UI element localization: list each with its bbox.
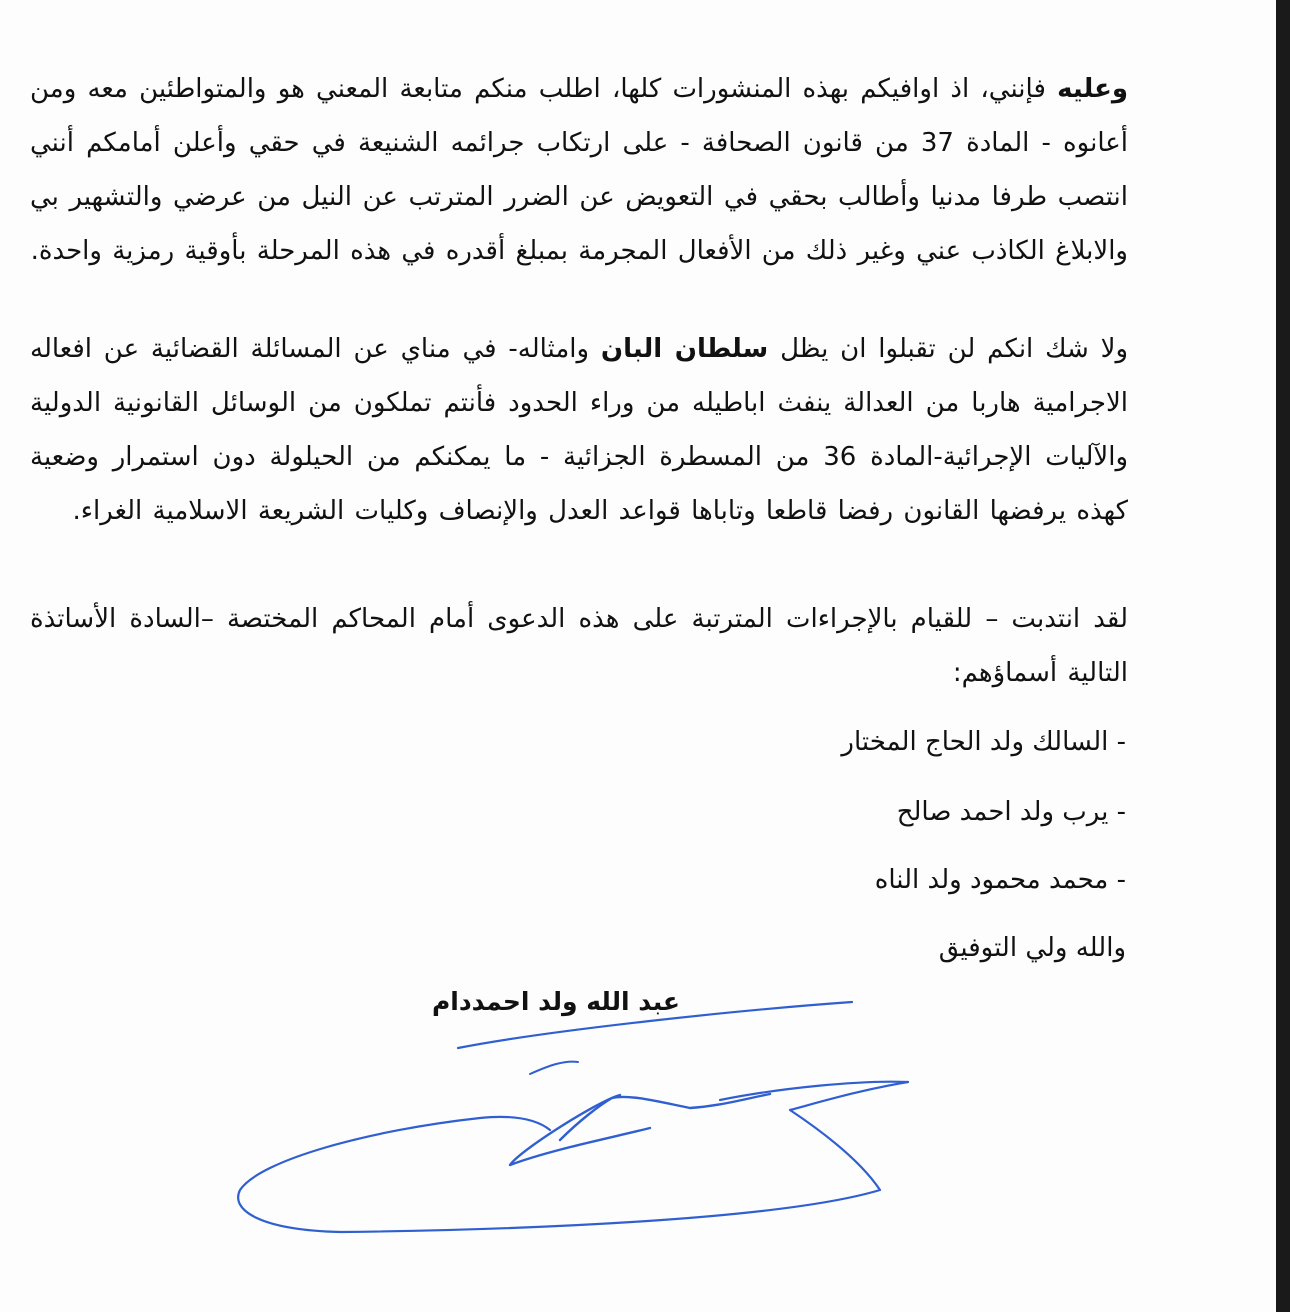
paragraph-accused <box>30 322 1128 538</box>
lawyer-list-item: - محمد محمود ولد الناه <box>874 865 1126 895</box>
accused-name: سلطان البان <box>600 334 769 364</box>
paragraph-claim <box>30 62 1128 278</box>
signature-stroke <box>720 1082 908 1100</box>
signature-stroke <box>458 1002 852 1048</box>
signature-stroke <box>530 1062 578 1074</box>
lawyer-list-item: - السالك ولد الحاج المختار <box>841 727 1126 757</box>
paragraph-mandate <box>30 592 1128 700</box>
signature-stroke <box>560 1094 770 1140</box>
signature-stroke <box>238 1082 908 1232</box>
closing-line: والله ولي التوفيق <box>938 933 1126 963</box>
paragraph-claim-lead: وعليه <box>1057 74 1128 104</box>
handwritten-signature <box>220 990 940 1240</box>
signer-name: عبد الله ولد احمددام <box>431 987 680 1016</box>
lawyer-list-item: - يرب ولد احمد صالح <box>896 797 1126 827</box>
paragraph-accused-before: ولا شك انكم لن تقبلوا ان يظل <box>768 334 1129 364</box>
paragraph-claim-text: فإنني، اذ اوافيكم بهذه المنشورات كلها، اطلب منكم متابعة المعني هو والمتواطئين معه ومن أعانوه - المادة 37 من قانون الصحافة - على ارتكاب جرائمه الشنيعة في حقي وأعلن أمامكم أنني انتصب طرفا مدنيا وأطالب بحقي في التعويض عن الضرر المترتب عن النيل من عرضي والتشهير بي والابلاغ الكاذب عني وغير ذلك من الأفعال المجرمة بمبلغ أقدره في هذه المرحلة بأوقية رمزية واحدة. <box>30 74 1128 266</box>
paragraph-accused-after: وامثاله- في مناي عن المسائلة القضائية عن افعاله الاجرامية هاربا من العدالة ينفث اباطيله من وراء الحدود فأنتم تملكون من الوسائل القانونية الدولية والآليات الإجرائية-المادة 36 من المسطرة الجزائية - ما يمكنكم من الحيلولة دون استمرار وضعية كهذه يرفضها القانون رفضا قاطعا وتاباها قواعد العدل والإنصاف وكليات الشريعة الاسلامية الغراء. <box>30 334 1128 526</box>
signature-stroke <box>510 1095 650 1165</box>
scan-edge-border <box>1276 0 1290 1312</box>
paragraph-mandate-text: لقد انتدبت – للقيام بالإجراءات المترتبة على هذه الدعوى أمام المحاكم المختصة –السادة الأساتذة التالية أسماؤهم: <box>30 604 1128 688</box>
